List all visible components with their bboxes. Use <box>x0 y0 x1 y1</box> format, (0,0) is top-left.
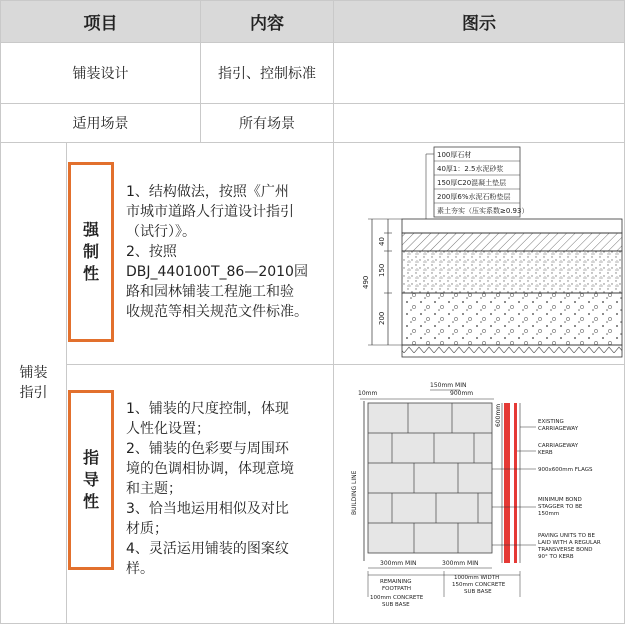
pavement-section-drawing <box>334 143 624 364</box>
dim-200: 200 <box>378 311 386 325</box>
dim-150: 150 <box>378 263 386 277</box>
layer-stone <box>402 219 622 233</box>
bottom-annotations <box>370 575 506 608</box>
kerb-red-line-2 <box>514 403 517 563</box>
mandatory-text: 1、结构做法，按照《广州 市城市道路人行道设计指引 （试行）》。 2、按照 DBJ_440100T_86—2010园 路和园林铺装工程施工和验 收规范等相关规范文件标准。 <box>126 184 308 320</box>
svg-text:EXISTING: EXISTING <box>538 419 564 425</box>
row-scenario-illustration <box>333 103 625 143</box>
paving-plan-drawing <box>334 365 624 623</box>
svg-text:PAVING UNITS TO BE: PAVING UNITS TO BE <box>538 533 595 539</box>
section-label-cell <box>0 142 67 624</box>
right-annotations <box>537 419 601 560</box>
kerb-red-line-1 <box>504 403 510 563</box>
dim-600mm: 600mm <box>495 403 502 427</box>
layer-mortar <box>402 233 622 251</box>
mandatory-label: 强制性 <box>82 220 99 283</box>
dim-40: 40 <box>378 237 386 246</box>
layer-label-mortar: 40厚1：2.5水泥砂浆 <box>437 165 504 173</box>
layer-gravel <box>402 293 622 345</box>
svg-text:LAID WITH A REGULAR: LAID WITH A REGULAR <box>538 540 601 546</box>
header-illustration: 图示 <box>333 0 625 43</box>
row-paving-design-content: 指引、控制标准 <box>200 42 334 104</box>
layer-soil <box>402 345 622 357</box>
row-scenario-item: 适用场景 <box>0 103 201 143</box>
svg-text:STAGGER TO BE: STAGGER TO BE <box>538 504 583 510</box>
layer-label-concrete: 150厚C20混凝土垫层 <box>437 179 507 187</box>
row-paving-design-item: 铺装设计 <box>0 42 201 104</box>
header-item: 项目 <box>0 0 201 43</box>
svg-text:100mm CONCRETE: 100mm CONCRETE <box>370 595 424 601</box>
svg-text:CARRIAGEWAY: CARRIAGEWAY <box>538 426 579 432</box>
svg-text:TRANSVERSE BOND: TRANSVERSE BOND <box>538 547 593 553</box>
svg-text:90° TO KERB: 90° TO KERB <box>538 554 574 560</box>
dim-490: 490 <box>362 275 370 289</box>
layer-label-stone: 100厚石材 <box>437 151 472 159</box>
svg-text:MINIMUM BOND: MINIMUM BOND <box>538 497 582 503</box>
svg-text:KERB: KERB <box>538 450 553 456</box>
section-label: 铺装指引 <box>19 365 48 401</box>
dim-10mm: 10mm <box>358 390 378 397</box>
mandatory-label-box <box>68 162 114 342</box>
guidance-label-box <box>68 390 114 570</box>
flags-grid <box>368 403 492 553</box>
dim-900mm: 900mm <box>450 390 474 397</box>
building-line-label: BUILDING LINE <box>351 470 358 515</box>
svg-text:150mm: 150mm <box>538 511 560 517</box>
header-content: 内容 <box>200 0 334 43</box>
svg-text:150mm CONCRETE: 150mm CONCRETE <box>452 582 506 588</box>
layer-concrete <box>402 251 622 293</box>
row-scenario-content: 所有场景 <box>200 103 334 143</box>
layer-label-soil: 素土夯实（压实系数≥0.93） <box>437 207 529 215</box>
svg-text:FOOTPATH: FOOTPATH <box>382 586 411 592</box>
dim-300-min-2: 300mm MIN <box>442 560 479 567</box>
svg-text:CARRIAGEWAY: CARRIAGEWAY <box>538 443 579 449</box>
dim-300-min-1: 300mm MIN <box>380 560 417 567</box>
svg-text:1000mm WIDTH: 1000mm WIDTH <box>454 575 500 581</box>
svg-text:SUB BASE: SUB BASE <box>382 602 410 608</box>
svg-text:900x600mm FLAGS: 900x600mm FLAGS <box>538 467 593 473</box>
dim-150-min: 150mm MIN <box>430 382 467 389</box>
row-paving-design-illustration <box>333 42 625 104</box>
layer-label-cement-powder: 200厚6%水泥石粉垫层 <box>437 193 511 201</box>
svg-text:REMAINING: REMAINING <box>380 579 412 585</box>
guidance-text: 1、铺装的尺度控制，体现 人性化设置； 2、铺装的色彩要与周围环 境的色调相协调，体现意境 和主题； 3、恰当地运用相似及对比 材质； 4、灵活运用铺装的图案纹 样。 <box>126 401 294 577</box>
guidance-label: 指导性 <box>82 448 99 511</box>
svg-text:SUB BASE: SUB BASE <box>464 589 492 595</box>
